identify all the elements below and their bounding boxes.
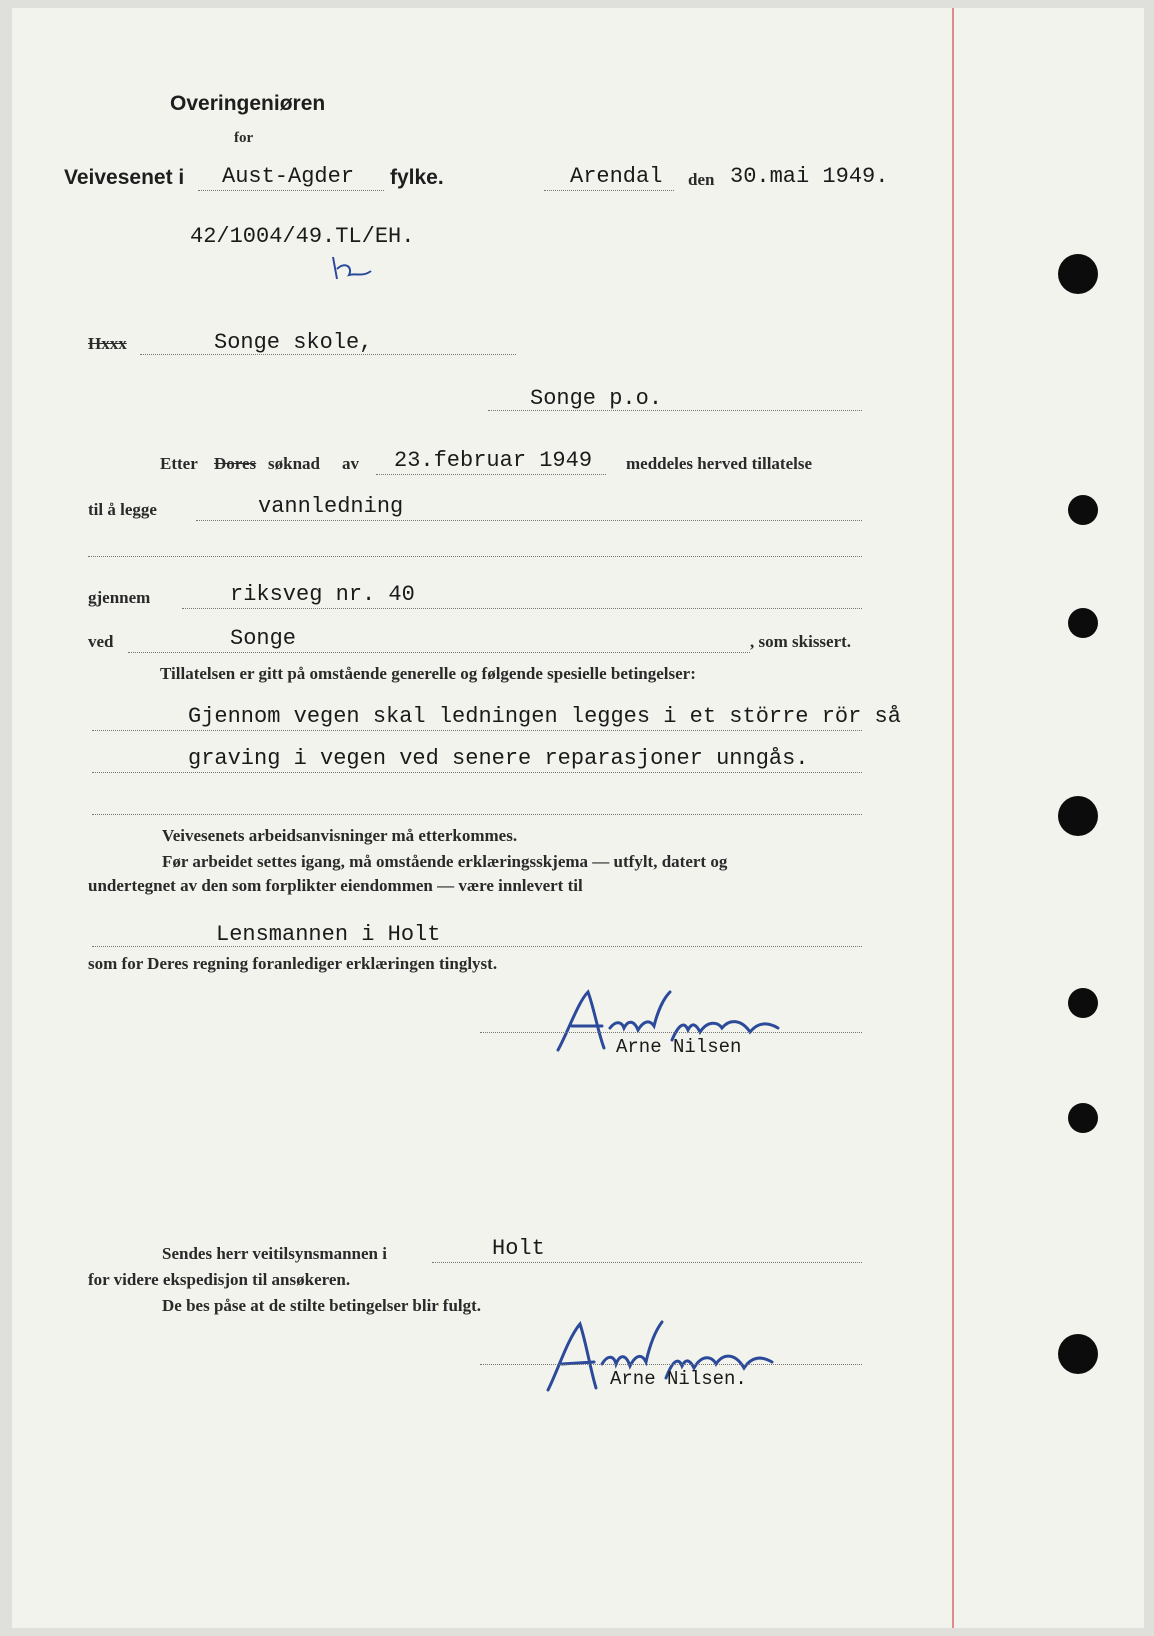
gjennem-label: gjennem (88, 588, 151, 607)
location-value: Songe (230, 626, 297, 651)
road-underline (182, 608, 862, 609)
blank-line (88, 556, 862, 557)
instruction-line-4: som for Deres regning foranlediger erklæringen tinglyst. (88, 954, 498, 973)
instruction-line-2: Før arbeidet settes igang, må omstående erklæringsskjema — utfylt, datert og (162, 852, 728, 871)
reference-number: 42/1004/49.TL/EH. (190, 224, 415, 249)
application-date-underline (376, 474, 606, 475)
place-value: Arendal (570, 164, 663, 189)
condition-underline-1 (92, 730, 862, 731)
conditions-intro: Tillatelsen er gitt på omstående generelle og følgende spesielle betingelser: (160, 664, 696, 683)
county-underline (198, 190, 384, 191)
recipient-prefix: Hxxx (88, 334, 127, 353)
punch-hole (1058, 254, 1098, 294)
office-title: Overingeniøren (170, 92, 326, 115)
signature-1-name: Arne Nilsen (616, 1036, 742, 1058)
av-label: av (342, 454, 359, 473)
application-date: 23.februar 1949 (394, 448, 593, 473)
punch-hole (1058, 1334, 1098, 1374)
for-label: for (234, 130, 254, 146)
county-suffix: fylke. (390, 166, 444, 189)
forwarding-line-1: Sendes herr veitilsynsmannen i (162, 1244, 387, 1263)
margin-line (952, 8, 954, 1628)
road-value: riksveg nr. 40 (230, 582, 415, 607)
location-underline (128, 652, 750, 653)
etter-label: Etter (160, 454, 198, 473)
struck-word: Dores (214, 454, 257, 473)
punch-hole (1068, 608, 1098, 638)
punch-hole (1068, 1103, 1098, 1133)
forwarding-district: Holt (492, 1236, 545, 1261)
forwarding-line-3: De bes påse at de stilte betingelser blir fulgt. (162, 1296, 482, 1315)
instruction-line-1: Veivesenets arbeidsanvisninger må etterkommes. (162, 826, 518, 845)
agency-label: Veivesenet i (64, 166, 185, 189)
county-value: Aust-Agder (222, 164, 355, 189)
initials-mark (327, 253, 377, 283)
signature-1-line (480, 1032, 862, 1033)
permission-text: meddeles herved tillatelse (626, 454, 813, 473)
letter-date: 30.mai 1949. (730, 164, 889, 189)
place-underline (544, 190, 674, 191)
recipient-underline (140, 354, 516, 355)
til-a-legge-label: til å legge (88, 500, 157, 519)
forwarding-line-2: for videre ekspedisjon til ansøkeren. (88, 1270, 351, 1289)
condition-line-1: Gjennom vegen skal ledningen legges i et större rör så (188, 704, 901, 729)
punch-hole (1058, 796, 1098, 836)
signature-2-line (480, 1364, 862, 1365)
signature-2-name: Arne Nilsen. (610, 1368, 747, 1390)
ved-label: ved (88, 632, 114, 651)
forwarding-underline (432, 1262, 862, 1263)
punch-hole (1068, 495, 1098, 525)
condition-line-2: graving i vegen ved senere reparasjoner unngås. (188, 746, 809, 771)
document-page (12, 8, 1144, 1628)
address-underline (488, 410, 862, 411)
soknad-label: søknad (268, 454, 320, 473)
instruction-line-3: undertegnet av den som forplikter eiendommen — være innlevert til (88, 876, 583, 895)
punch-hole (1068, 988, 1098, 1018)
recipient-name: Songe skole, (214, 330, 373, 355)
authority-underline (92, 946, 862, 947)
work-value: vannledning (258, 494, 404, 519)
den-label: den (688, 170, 715, 189)
condition-underline-3 (92, 814, 862, 815)
work-underline (196, 520, 862, 521)
authority-value: Lensmannen i Holt (216, 922, 441, 947)
condition-underline-2 (92, 772, 862, 773)
som-skissert-label: , som skissert. (750, 632, 852, 651)
recipient-address: Songe p.o. (530, 386, 663, 411)
